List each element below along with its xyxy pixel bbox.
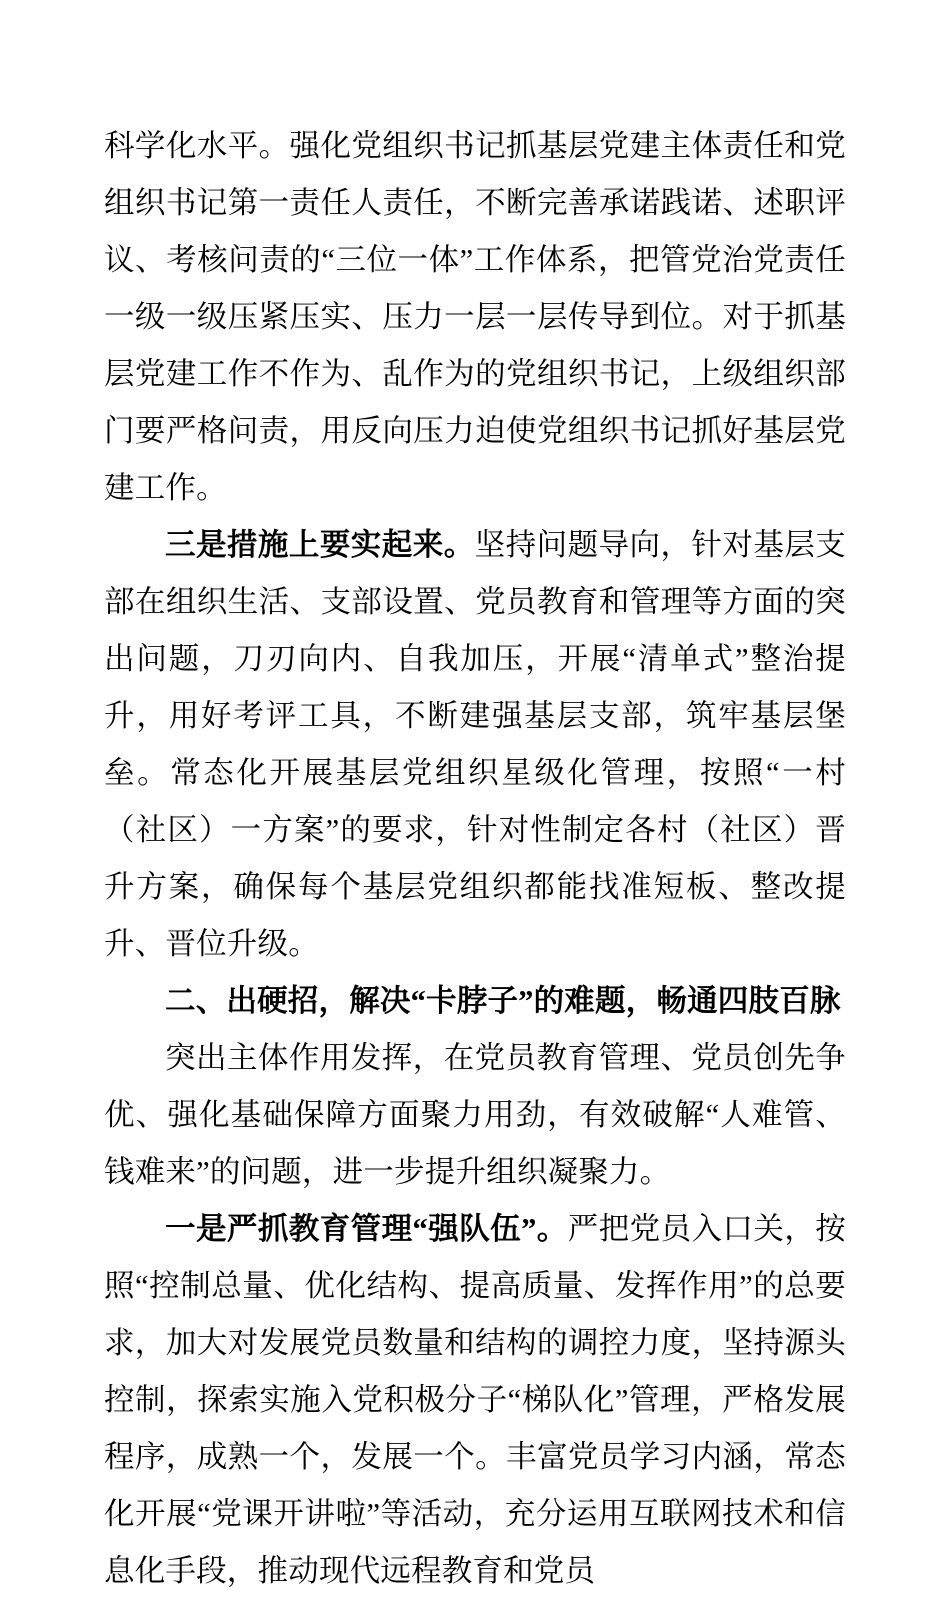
paragraph-measures-lead: 三是措施上要实起来。 (165, 528, 475, 562)
paragraph-continuation: 科学化水平。强化党组织书记抓基层党建主体责任和党组织书记第一责任人责任，不断完善承诺践诺、述职评议、考核问责的“三位一体”工作体系，把管党治党责任一级一级压紧压实、压力一层一层传导到位。对于抓基层党建工作不作为、乱作为的党组织书记，上级组织部门要严格问责，用反向压力迫使党组织书记抓好基层党建工作。 (104, 129, 846, 505)
paragraph-measures (104, 517, 846, 973)
paragraph-education-management-text: 严把党员入口关，按照“控制总量、优化结构、提高质量、发挥作用”的总要求，加大对发展党员数量和结构的调控力度，坚持源头控制，探索实施入党积极分子“梯队化”管理，严格发展程序，成熟一个，发展一个。丰富党员学习内涵，常态化开展“党课开讲啦”等活动，充分运用互联网技术和信息化手段，推动现代远程教育和党员 (104, 1212, 846, 1588)
document-body (104, 118, 846, 1600)
paragraph-education-management-lead: 一是严抓教育管理“强队伍”。 (165, 1212, 568, 1246)
paragraph-education-management (104, 1201, 846, 1600)
paragraph-measures-text: 坚持问题导向，针对基层支部在组织生活、支部设置、党员教育和管理等方面的突出问题，刀刃向内、自我加压，开展“清单式”整治提升，用好考评工具，不断建强基层支部，筑牢基层堡垒。常态化开展基层党组织星级化管理，按照“一村（社区）一方案”的要求，针对性制定各村（社区）晋升方案，确保每个基层党组织都能找准短板、整改提升、晋位升级。 (104, 528, 847, 961)
paragraph-subject-role: 突出主体作用发挥，在党员教育管理、党员创先争优、强化基础保障方面聚力用劲，有效破解“人难管、钱难来”的问题，进一步提升组织凝聚力。 (104, 1041, 846, 1189)
section-heading-two: 二、出硬招，解决“卡脖子”的难题，畅通四肢百脉 (165, 984, 841, 1018)
